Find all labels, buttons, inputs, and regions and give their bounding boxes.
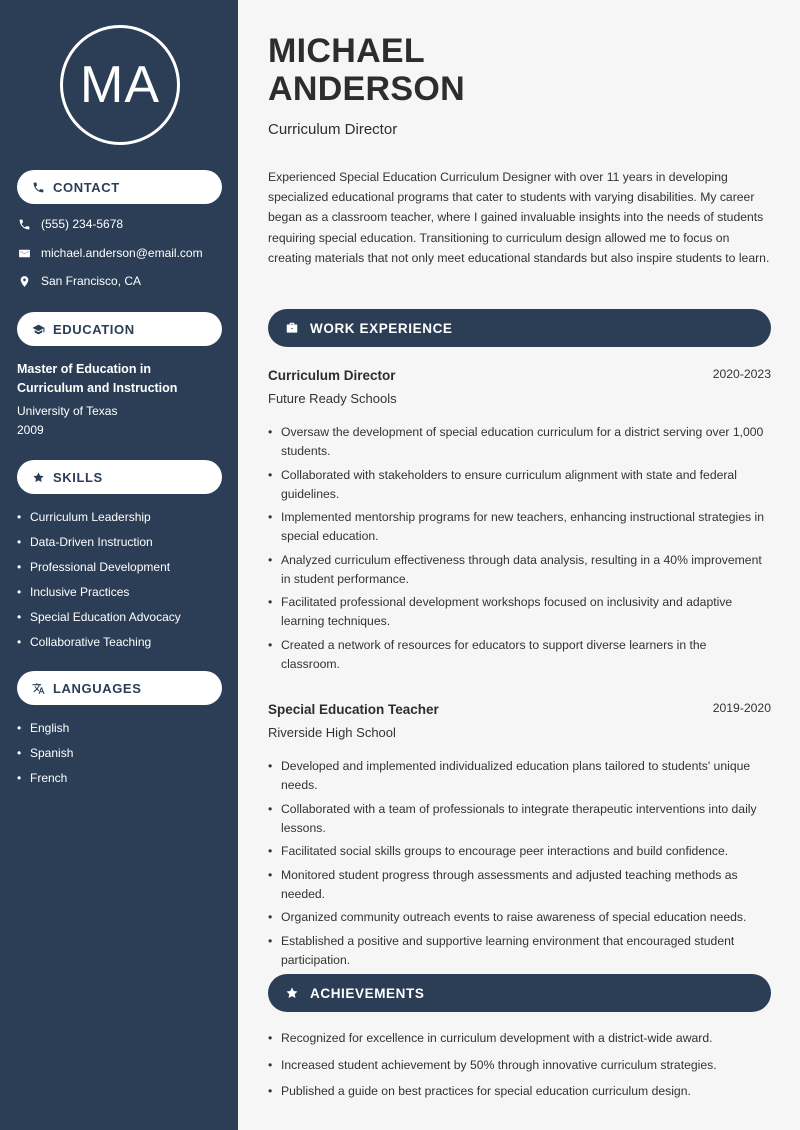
profile-summary: Experienced Special Education Curriculum Designer with over 11 years in developing specialized educational programs that cater to students with varying disabilities. My career began as a classroom teacher, where I gained invaluable insights into the needs of students requiring special education. Transitioning to curriculum design allowed me to focus on creating materials that not only meet educational standards but also inspire students to learn. <box>268 170 770 265</box>
language-item: • Spanish <box>17 746 74 760</box>
graduation-cap-icon <box>31 322 45 336</box>
map-pin-icon <box>17 274 31 288</box>
last-name: ANDERSON <box>268 70 465 108</box>
achievements-list <box>268 1029 768 1109</box>
job-1-bullets <box>268 423 768 679</box>
contact-phone[interactable] <box>17 217 123 231</box>
skill-item: • Special Education Advocacy <box>17 610 181 624</box>
job-title-headline: Curriculum Director <box>268 121 398 138</box>
list-item: • Developed and implemented individualized education plans tailored to students' unique needs. <box>268 759 751 792</box>
language-item: • English <box>17 721 70 735</box>
work-experience-heading <box>268 309 771 347</box>
work-experience-heading-label: WORK EXPERIENCE <box>310 320 453 336</box>
contact-heading-label: CONTACT <box>53 179 120 195</box>
main-content <box>238 0 800 1130</box>
list-item: • Collaborated with a team of professionals to integrate therapeutic interventions into daily lessons. <box>268 801 757 835</box>
skill-item: • Curriculum Leadership <box>17 510 151 524</box>
achievements-heading-label: ACHIEVEMENTS <box>310 985 425 1001</box>
list-item: • Published a guide on best practices for special education curriculum design. <box>268 1084 691 1098</box>
skills-list <box>17 509 181 659</box>
list-item: • Increased student achievement by 50% through innovative curriculum strategies. <box>268 1057 717 1072</box>
skill-item: • Professional Development <box>17 560 171 574</box>
contact-location-text: San Francisco, CA <box>41 274 142 288</box>
list-item: • Created a network of resources for educators to support diverse learners in the classroom. <box>268 637 707 671</box>
languages-list <box>17 720 73 795</box>
list-item: • Collaborated with stakeholders to ensure curriculum alignment with state and federal guidelines. <box>268 467 737 501</box>
full-name <box>268 32 465 108</box>
contact-location <box>17 274 141 288</box>
phone-icon <box>17 217 31 231</box>
language-item: • French <box>17 771 68 785</box>
skill-item: • Inclusive Practices <box>17 585 130 599</box>
achievements-heading <box>268 974 771 1012</box>
list-item: • Recognized for excellence in curriculum development with a district-wide award. <box>268 1031 713 1045</box>
list-item: • Implemented mentorship programs for new teachers, enhancing instructional strategies in special education. <box>268 510 765 544</box>
list-item: • Oversaw the development of special education curriculum for a district serving over 1,000 students. <box>268 425 764 458</box>
education-school: University of Texas <box>17 404 118 418</box>
star-icon <box>284 985 300 1001</box>
languages-heading-label: LANGUAGES <box>53 680 142 696</box>
briefcase-icon <box>284 320 300 336</box>
envelope-icon <box>17 246 31 260</box>
star-icon <box>31 470 45 484</box>
phone-icon <box>31 180 45 194</box>
education-heading-label: EDUCATION <box>53 321 135 337</box>
contact-email[interactable] <box>17 246 203 260</box>
job-1-title: Curriculum Director <box>268 368 396 383</box>
list-item: • Facilitated professional development workshops focused on inclusivity and adaptive learning techniques. <box>268 595 733 629</box>
contact-phone-text: (555) 234-5678 <box>41 217 124 231</box>
list-item: • Organized community outreach events to raise awareness of special education needs. <box>268 910 747 925</box>
contact-email-text: michael.anderson@email.com <box>41 246 203 260</box>
list-item: • Monitored student progress through assessments and adjusted teaching methods as needed. <box>268 867 738 901</box>
contact-heading <box>17 170 222 204</box>
monogram-avatar <box>60 25 180 145</box>
list-item: • Facilitated social skills groups to encourage peer interactions and build confidence. <box>268 844 729 859</box>
skills-heading <box>17 460 222 494</box>
education-heading <box>17 312 222 346</box>
sidebar <box>0 0 238 1130</box>
first-name: MICHAEL <box>268 32 425 70</box>
list-item: • Established a positive and supportive learning environment that encouraged student participation. <box>268 933 735 967</box>
job-2-title: Special Education Teacher <box>268 702 439 717</box>
job-2-company: Riverside High School <box>268 725 396 740</box>
skills-heading-label: SKILLS <box>53 469 103 485</box>
list-item: • Analyzed curriculum effectiveness through data analysis, resulting in a 40% improvement in student performance. <box>268 552 762 586</box>
education-year: 2009 <box>17 423 44 437</box>
education-degree: Master of Education in Curriculum and Instruction <box>17 362 178 395</box>
monogram-initials: MA <box>80 56 160 114</box>
translate-icon <box>31 681 45 695</box>
job-1-company: Future Ready Schools <box>268 391 397 406</box>
job-2-dates: 2019-2020 <box>712 701 771 715</box>
skill-item: • Data-Driven Instruction <box>17 535 153 549</box>
languages-heading <box>17 671 222 705</box>
skill-item: • Collaborative Teaching <box>17 635 152 649</box>
job-2-bullets <box>268 757 768 975</box>
job-1-dates: 2020-2023 <box>712 367 771 381</box>
